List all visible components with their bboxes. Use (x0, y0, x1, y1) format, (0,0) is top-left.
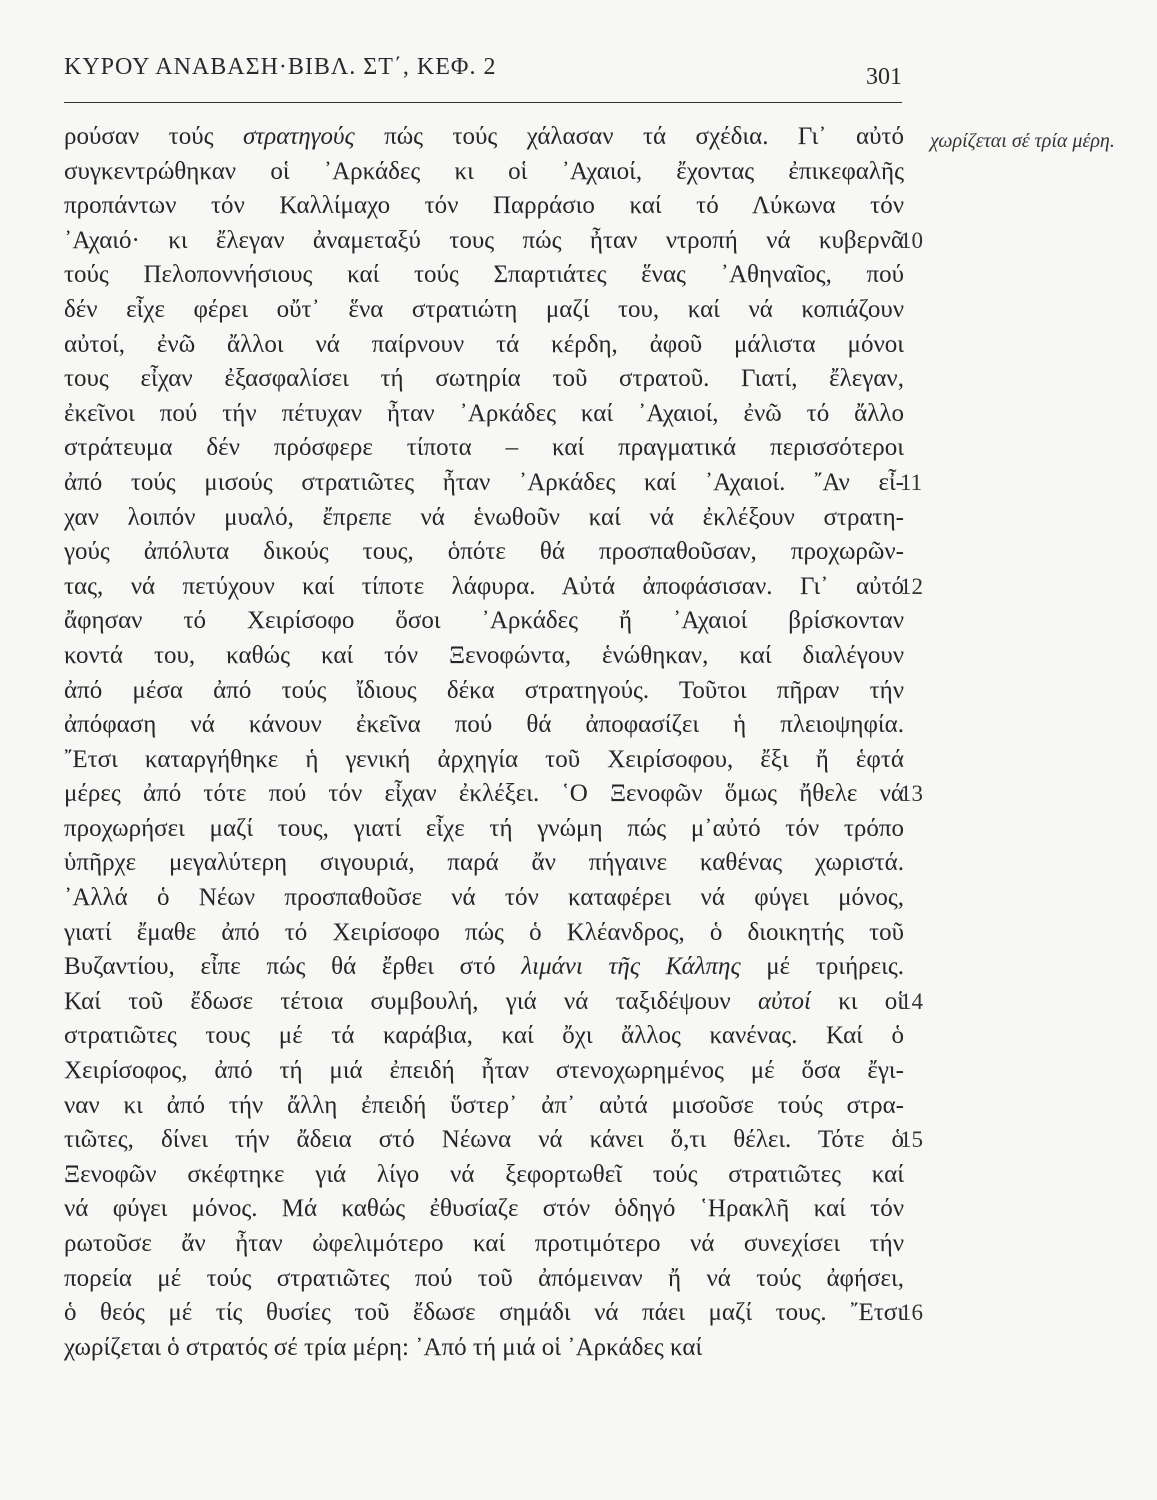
text-line (64, 1089, 904, 1124)
text-run: ναν κι ἀπό τήν ἄλλη ἐπειδή ὕστερ᾽ ἀπ᾽ αὐτά μισοῦσε τούς στρα- (64, 1091, 904, 1119)
page-header (64, 54, 902, 103)
text-run: ῎Ετσι καταργήθηκε ἡ γενική ἀρχηγία τοῦ Χειρίσοφου, ἔξι ἤ ἑφτά (64, 745, 904, 773)
text-line (64, 604, 904, 639)
text-line (64, 328, 904, 363)
section-number: 16 (900, 1300, 923, 1326)
text-run: δέν εἶχε φέρει οὔτ᾽ ἕνα στρατιώτη μαζί του, καί νά κοπιάζουν (64, 295, 904, 323)
text-run: πορεία μέ τούς στρατιῶτες πού τοῦ ἀπόμειναν ἤ νά τούς ἀφήσει, (64, 1264, 904, 1292)
section-number: 15 (900, 1127, 923, 1153)
text-run: ᾽Αχαιό· κι ἔλεγαν ἀναμεταξύ τους πώς ἦταν ντροπή νά κυβερνᾶ (64, 226, 904, 254)
section-number: 14 (900, 989, 923, 1014)
text-run: ρούσαν τούς (64, 123, 243, 150)
marginal-note: χωρίζεται σέ τρία μέρη. (930, 130, 1115, 152)
italic-run: αὐτοί (757, 987, 811, 1015)
text-run: ἀπό τούς μισούς στρατιῶτες ἦταν ᾽Αρκάδες καί ᾽Αχαιοί. ῎Αν εἶ- (64, 468, 904, 496)
text-line (64, 1054, 904, 1089)
text-run: στρατιῶτες τους μέ τά καράβια, καί ὄχι ἄλλος κανένας. Καί ὁ (64, 1022, 904, 1050)
running-head: ΚΥΡΟΥ ΑΝΑΒΑΣΗ·ΒΙΒΛ. ΣΤ΄, ΚΕΦ. 2 (64, 54, 497, 80)
text-line (64, 950, 904, 985)
text-line (64, 1331, 904, 1366)
section-number: 11 (900, 470, 923, 495)
text-line (64, 293, 904, 328)
text-run: τας, νά πετύχουν καί τίποτε λάφυρα. Αὐτά ἀποφάσισαν. Γι᾽ αὐτό (64, 572, 904, 600)
section-numbers (900, 120, 960, 1420)
text-run: κι οἱ (810, 987, 904, 1015)
text-line (64, 1296, 904, 1331)
text-line (64, 155, 904, 190)
text-run: ᾽Αλλά ὁ Νέων προσπαθοῦσε νά τόν καταφέρει νά φύγει μόνος, (64, 884, 904, 912)
section-number: 13 (900, 781, 923, 807)
text-run: νά φύγει μόνος. Μά καθώς ἐθυσίαζε στόν ὁδηγό ῾Ηρακλῆ καί τόν (64, 1195, 904, 1223)
text-line (64, 362, 904, 397)
text-line (64, 743, 904, 778)
text-run: Χειρίσοφος, ἀπό τή μιά ἐπειδή ἦταν στενοχωρημένος μέ ὅσα ἔγι- (64, 1057, 904, 1085)
text-line (64, 1158, 904, 1193)
text-run: κοντά του, καθώς καί τόν Ξενοφώντα, ἑνώθηκαν, καί διαλέγουν (64, 641, 904, 669)
text-run: προπάντων τόν Καλλίμαχο τόν Παρράσιο καί τό Λύκωνα τόν (64, 192, 904, 220)
text-line (64, 985, 904, 1020)
text-line (64, 120, 904, 155)
text-run: ἀπόφαση νά κάνουν ἐκεῖνα πού θά ἀποφασίζει ἡ πλειοψηφία. (64, 711, 904, 739)
page-number: 301 (866, 64, 902, 90)
text-line (64, 639, 904, 674)
text-run: τους εἶχαν ἐξασφαλίσει τή σωτηρία τοῦ στρατοῦ. Γιατί, ἔλεγαν, (64, 365, 904, 393)
section-number: 10 (900, 227, 923, 253)
text-run: ὑπῆρχε μεγαλύτερη σιγουριά, παρά ἄν πήγαινε καθένας χωριστά. (64, 849, 904, 877)
text-line (64, 431, 904, 466)
text-line (64, 501, 904, 536)
text-line (64, 777, 904, 812)
text-run: στράτευμα δέν πρόσφερε τίποτα – καί πραγματικά περισσότεροι (64, 434, 904, 462)
text-line (64, 1262, 904, 1297)
text-run: ἀπό μέσα ἀπό τούς ἴδιους δέκα στρατηγούς. Τοῦτοι πῆραν τήν (64, 676, 904, 704)
text-run: ἐκεῖνοι πού τήν πέτυχαν ἦταν ᾽Αρκάδες καί ᾽Αχαιοί, ἐνῶ τό ἄλλο (64, 399, 904, 427)
text-line (64, 708, 904, 743)
text-run: αὐτοί, ἐνῶ ἄλλοι νά παίρνουν τά κέρδη, ἀφοῦ μάλιστα μόνοι (64, 330, 904, 358)
text-run: μέ τριήρεις. (740, 953, 904, 981)
text-run: χαν λοιπόν μυαλό, ἔπρεπε νά ἑνωθοῦν καί νά ἐκλέξουν στρατη- (64, 503, 904, 531)
text-line (64, 570, 904, 605)
text-run: τούς Πελοποννήσιους καί τούς Σπαρτιάτες ἕνας ᾽Αθηναῖος, πού (64, 261, 904, 289)
text-run: τιῶτες, δίνει τήν ἄδεια στό Νέωνα νά κάνει ὅ,τι θέλει. Τότε ὁ (64, 1126, 904, 1154)
text-line (64, 846, 904, 881)
text-line (64, 916, 904, 951)
text-run: Βυζαντίου, εἶπε πώς θά ἔρθει στό (64, 953, 522, 981)
text-run: προχωρήσει μαζί τους, γιατί εἶχε τή γνώμη πώς μ᾽αὐτό τόν τρόπο (64, 814, 904, 842)
text-line (64, 535, 904, 570)
text-line (64, 466, 904, 501)
text-line (64, 189, 904, 224)
text-run: γιατί ἔμαθε ἀπό τό Χειρίσοφο πώς ὁ Κλέανδρος, ὁ διοικητής τοῦ (64, 918, 904, 946)
italic-run: λιμάνι τῆς Κάλπης (521, 953, 741, 981)
text-line (64, 224, 904, 259)
text-run: μέρες ἀπό τότε πού τόν εἶχαν ἐκλέξει. ῾Ο Ξενοφῶν ὅμως ἤθελε νά (64, 780, 904, 808)
text-run: ρωτοῦσε ἄν ἦταν ὠφελιμότερο καί προτιμότερο νά συνεχίσει τήν (64, 1230, 904, 1257)
text-line (64, 1123, 904, 1158)
text-line (64, 881, 904, 916)
text-line (64, 1019, 904, 1054)
text-run: ἄφησαν τό Χειρίσοφο ὅσοι ᾽Αρκάδες ἤ ᾽Αχαιοί βρίσκονταν (64, 607, 904, 635)
text-line (64, 812, 904, 847)
text-line (64, 258, 904, 293)
text-run: συγκεντρώθηκαν οἱ ᾽Αρκάδες κι οἱ ᾽Αχαιοί, ἔχοντας ἐπικεφαλῆς (64, 157, 904, 185)
text-run: ὁ θεός μέ τίς θυσίες τοῦ ἔδωσε σημάδι νά πάει μαζί τους. ῎Ετσι (64, 1299, 904, 1327)
section-number: 12 (900, 573, 923, 599)
text-run: Ξενοφῶν σκέφτηκε γιά λίγο νά ξεφορτωθεῖ τούς στρατιῶτες καί (64, 1160, 904, 1188)
text-run: Καί τοῦ ἔδωσε τέτοια συμβουλή, γιά νά ταξιδέψουν (64, 987, 758, 1015)
text-line (64, 674, 904, 709)
text-line (64, 1192, 904, 1227)
italic-run: στρατηγούς (242, 123, 355, 150)
text-line (64, 1227, 904, 1262)
body-text (64, 120, 904, 1365)
text-line (64, 397, 904, 432)
text-run: γούς ἀπόλυτα δικούς τους, ὁπότε θά προσπαθοῦσαν, προχωρῶν- (64, 538, 904, 566)
text-run: χωρίζεται ὁ στρατός σέ τρία μέρη: ᾽Από τή μιά οἱ ᾽Αρκάδες καί (64, 1333, 703, 1361)
text-run: πώς τούς χάλασαν τά σχέδια. Γι᾽ αὐτό (354, 123, 904, 150)
